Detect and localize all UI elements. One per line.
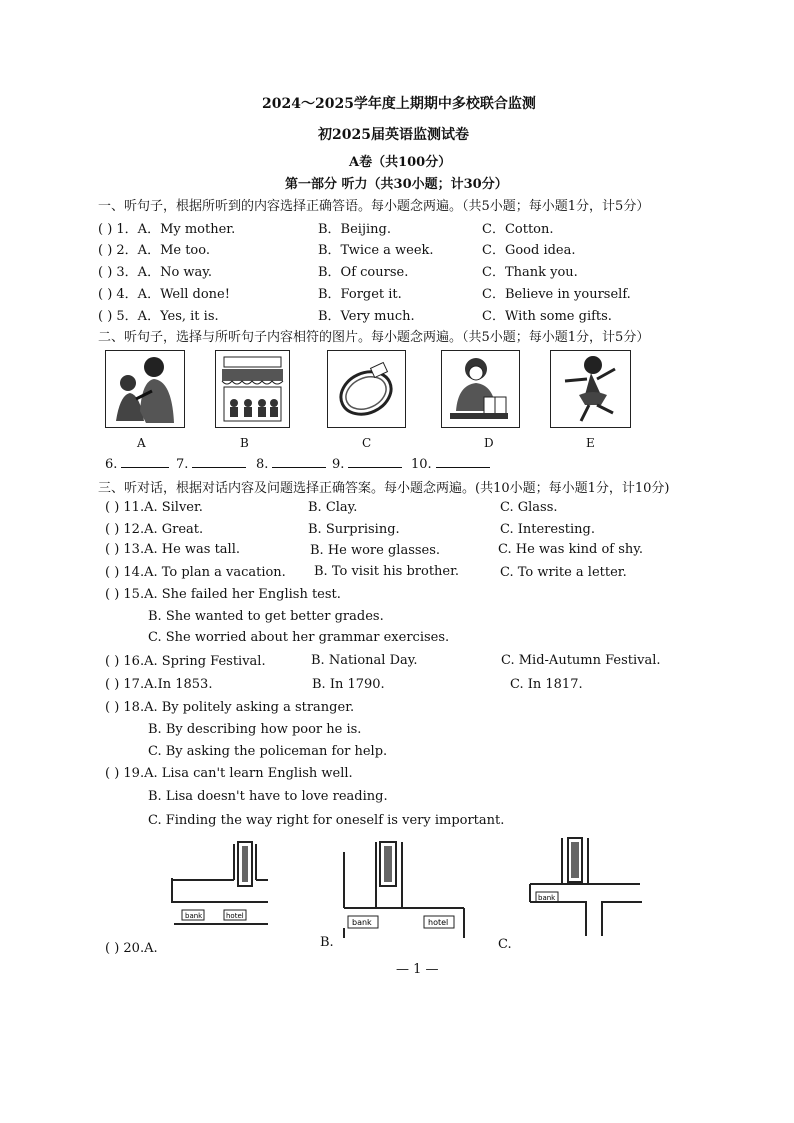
q2-a: ( ) 2．A．Me too. <box>98 243 210 258</box>
q2-c: C．Good idea. <box>482 243 576 258</box>
q11-a: ( ) 11.A. Silver. <box>105 500 203 515</box>
q17-a: ( ) 17.A.In 1853. <box>105 677 213 692</box>
q13-b: B. He wore glasses. <box>310 543 441 558</box>
part-label: 第一部分 听力（共30小题；计30分） <box>285 177 508 192</box>
picture-b-label: B <box>240 436 249 450</box>
q13-c: C. He was kind of shy. <box>498 542 644 557</box>
answer-blank-7[interactable] <box>176 455 246 472</box>
q4-b: B．Forget it. <box>318 287 402 302</box>
bank-label: bank <box>538 894 556 902</box>
q19-b: B. Lisa doesn't have to love reading. <box>148 789 388 804</box>
q15-a: ( ) 15.A. She failed her English test. <box>105 587 341 602</box>
picture-d-label: D <box>484 436 494 450</box>
q11-c: C. Glass. <box>500 500 558 515</box>
bank-label: bank <box>352 918 372 927</box>
map-c <box>526 832 646 942</box>
q1-a: ( ) 1．A．My mother. <box>98 222 236 237</box>
picture-b <box>215 350 290 428</box>
q4-a: ( ) 4．A．Well done! <box>98 287 230 302</box>
q5-a: ( ) 5．A．Yes, it is. <box>98 309 219 324</box>
bank-label: bank <box>185 912 203 920</box>
q18-b: B. By describing how poor he is. <box>148 722 362 737</box>
q16-a: ( ) 16.A. Spring Festival. <box>105 654 266 669</box>
person-with-book-icon <box>442 351 519 427</box>
picture-c <box>327 350 406 428</box>
picture-e-label: E <box>586 436 595 450</box>
q20-a: ( ) 20.A. <box>105 941 158 956</box>
q14-b: B. To visit his brother. <box>314 564 460 579</box>
blank-line <box>436 455 490 468</box>
blank-number: 7. <box>176 457 189 472</box>
q3-c: C．Thank you. <box>482 265 578 280</box>
q1-c: C．Cotton. <box>482 222 554 237</box>
q20-c: C. <box>498 937 512 952</box>
answer-blank-9[interactable] <box>332 455 402 472</box>
blank-number: 10. <box>411 457 432 472</box>
q14-c: C. To write a letter. <box>500 565 627 580</box>
answer-blank-6[interactable] <box>105 455 169 472</box>
exam-subtitle: 初2025届英语监测试卷 <box>318 127 469 143</box>
q4-c: C．Believe in yourself. <box>482 287 631 302</box>
q19-a: ( ) 19.A. Lisa can't learn English well. <box>105 766 353 781</box>
q3-b: B．Of course. <box>318 265 409 280</box>
q3-a: ( ) 3．A．No way. <box>98 265 213 280</box>
q12-b: B. Surprising. <box>308 522 400 537</box>
blank-number: 9. <box>332 457 345 472</box>
picture-c-label: C <box>362 436 372 450</box>
q11-b: B. Clay. <box>308 500 358 515</box>
blank-number: 6. <box>105 457 118 472</box>
blank-line <box>121 455 169 468</box>
section2-instruction: 二、听句子，选择与所听句子内容相符的图片。每小题念两遍。（共5小题；每小题1分，计5分） <box>98 330 650 345</box>
q2-b: B．Twice a week. <box>318 243 434 258</box>
shop-icon <box>216 351 289 427</box>
dancing-girl-icon <box>551 351 630 427</box>
q5-c: C．With some gifts. <box>482 309 612 324</box>
q20-b: B. <box>320 935 334 950</box>
blank-line <box>272 455 326 468</box>
blank-number: 8. <box>256 457 269 472</box>
exam-title: 2024～2025学年度上期期中多校联合监测 <box>262 96 536 112</box>
hotel-label: hotel <box>226 912 244 920</box>
q1-b: B．Beijing. <box>318 222 391 237</box>
q18-c: C. By asking the policeman for help. <box>148 744 388 759</box>
q12-a: ( ) 12.A. Great. <box>105 522 204 537</box>
answer-blank-8[interactable] <box>256 455 326 472</box>
page-number: — 1 — <box>396 962 439 977</box>
q18-a: ( ) 18.A. By politely asking a stranger. <box>105 700 355 715</box>
map-b <box>340 838 468 938</box>
picture-d <box>441 350 520 428</box>
map-a <box>168 840 272 935</box>
people-hugging-icon <box>106 351 184 427</box>
q16-b: B. National Day. <box>311 653 418 668</box>
q17-c: C. In 1817. <box>510 677 583 692</box>
q5-b: B．Very much. <box>318 309 415 324</box>
q19-c: C. Finding the way right for oneself is very important. <box>148 813 505 828</box>
q15-c: C. She worried about her grammar exercises. <box>148 630 450 645</box>
q12-c: C. Interesting. <box>500 522 595 537</box>
q16-c: C. Mid-Autumn Festival. <box>501 653 661 668</box>
picture-e <box>550 350 631 428</box>
picture-a <box>105 350 185 428</box>
hotel-label: hotel <box>428 918 449 927</box>
picture-a-label: A <box>137 436 146 450</box>
section3-instruction: 三、听对话，根据对话内容及问题选择正确答案。每小题念两遍。(共10小题；每小题1分，计10分) <box>98 481 670 496</box>
q14-a: ( ) 14.A. To plan a vacation. <box>105 565 286 580</box>
blank-line <box>348 455 402 468</box>
q15-b: B. She wanted to get better grades. <box>148 609 384 624</box>
q17-b: B. In 1790. <box>312 677 385 692</box>
volume-label: A卷（共100分） <box>349 155 452 170</box>
q13-a: ( ) 13.A. He was tall. <box>105 542 241 557</box>
section1-instruction: 一、听句子，根据所听到的内容选择正确答语。每小题念两遍。（共5小题；每小题1分，计5分） <box>98 199 650 214</box>
bracelet-icon <box>328 351 405 427</box>
answer-blank-10[interactable] <box>411 455 490 472</box>
blank-line <box>192 455 246 468</box>
